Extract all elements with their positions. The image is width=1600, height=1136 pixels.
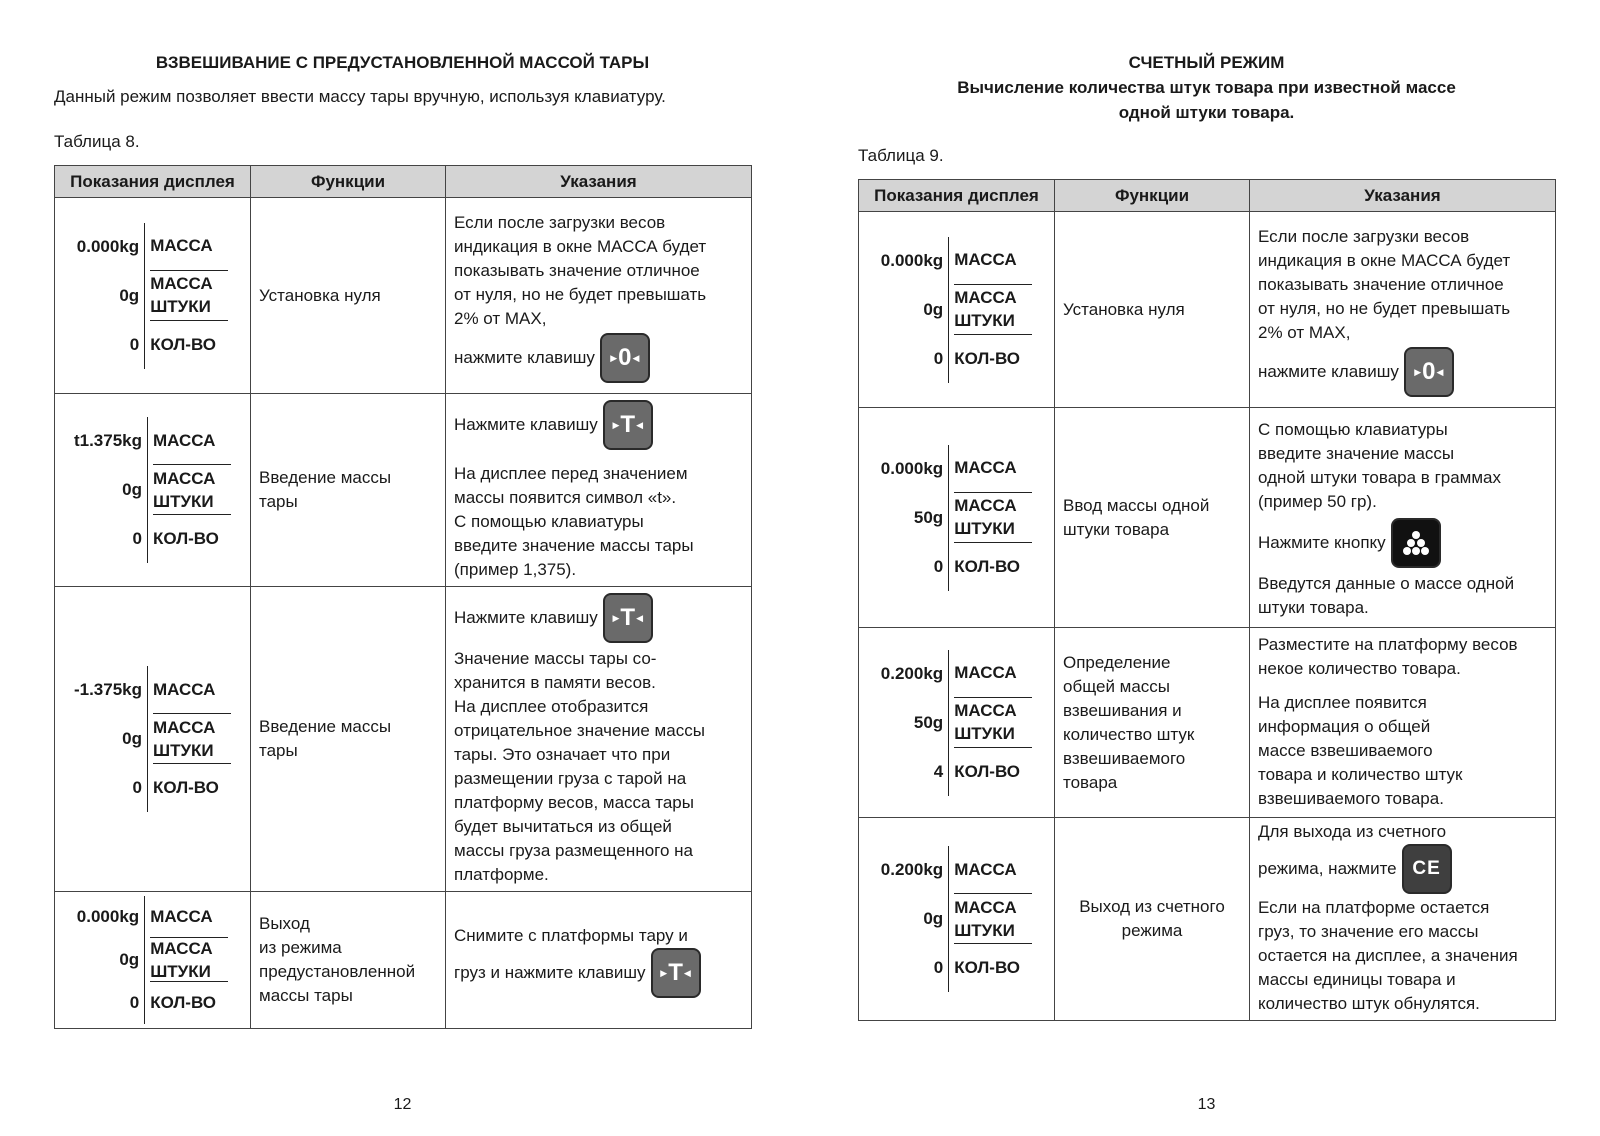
display-unit-value: 50g — [913, 507, 944, 527]
table-row — [859, 628, 1556, 818]
instructions-cell: Для выхода из счетного режима, нажмите CE Если на платформе остается груз, то значение его массы остается на дисплее, а значения массы единицы товара и количество штук обнулятся. — [1250, 818, 1556, 1021]
table-row — [859, 212, 1556, 408]
table-header-row — [55, 166, 752, 198]
display-count-label: КОЛ-ВО — [153, 778, 219, 797]
table-row — [55, 198, 752, 394]
header-display: Показания дисплея — [859, 180, 1055, 212]
header-functions: Функции — [1055, 180, 1250, 212]
display-mass-label: МАССА — [954, 237, 1032, 285]
display-unit-label: МАССА ШТУКИ — [150, 938, 228, 982]
table-row — [859, 408, 1556, 628]
display-mass-value: 0.000kg — [880, 458, 944, 478]
display-mass-label: МАССА — [153, 666, 231, 714]
table-header-row — [859, 180, 1556, 212]
header-display: Показания дисплея — [55, 166, 251, 198]
display-unit-value: 0g — [119, 950, 140, 969]
display-count-value: 4 — [933, 761, 944, 781]
function-cell: Ввод массы одной штуки товара — [1055, 408, 1250, 628]
section-title: ВЗВЕШИВАНИЕ С ПРЕДУСТАНОВЛЕННОЙ МАССОЙ ТАРЫ — [155, 53, 650, 72]
display-count-value: 0 — [132, 778, 143, 797]
display-count-label: КОЛ-ВО — [954, 348, 1021, 368]
count-key-icon — [1391, 518, 1441, 568]
function-cell: Установка нуля — [251, 198, 446, 394]
page-number: 13 — [1197, 1096, 1216, 1113]
display-count-value: 0 — [933, 958, 944, 977]
display-unit-value: 0g — [119, 285, 140, 305]
display-readout — [55, 892, 251, 1029]
header-instructions: Указания — [1250, 180, 1556, 212]
display-mass-label: МАССА — [150, 223, 228, 271]
display-count-value: 0 — [933, 556, 944, 576]
display-readout — [859, 818, 1055, 1021]
ce-key-icon: CE — [1402, 844, 1452, 894]
function-cell: Введение массы тары — [251, 587, 446, 892]
table-row — [55, 892, 752, 1029]
table-9 — [858, 179, 1556, 1021]
display-unit-label: МАССА ШТУКИ — [954, 894, 1032, 944]
zero-key-icon: ▶ 0 ◀ — [1404, 347, 1454, 397]
table-row — [55, 587, 752, 892]
display-unit-value: 50g — [913, 712, 944, 732]
table-row — [859, 818, 1556, 1021]
instructions-cell: Снимите с платформы тару и груз и нажмите клавишу ▶ T ◀ — [446, 892, 752, 1029]
display-unit-label: МАССА ШТУКИ — [153, 465, 231, 515]
display-count-label: КОЛ-ВО — [954, 958, 1021, 977]
header-functions: Функции — [251, 166, 446, 198]
tare-key-icon: ▶ T ◀ — [603, 400, 653, 450]
instructions-cell: Если после загрузки весов индикация в окне МАССА будет показывать значение отличное от нуля, но не будет превышать 2% от MAX, нажмите клавишу ▶ 0 ◀ — [446, 198, 752, 394]
display-mass-label: МАССА — [954, 846, 1032, 894]
display-count-value: 0 — [132, 529, 143, 548]
instructions-cell: Нажмите клавишу ▶ T ◀ Значение массы тары со- хранится в памяти весов. На дисплее отобразится отрицательное значение массы тары. Это означает что при размещении груза с тарой на платформу весов, масса тары будет вычитаться из общей массы груза размещенного на платформе. — [446, 587, 752, 892]
display-unit-value: 0g — [923, 909, 944, 928]
header-instructions: Указания — [446, 166, 752, 198]
display-count-label: КОЛ-ВО — [150, 993, 217, 1012]
display-count-label: КОЛ-ВО — [954, 761, 1021, 781]
tare-key-icon: ▶ T ◀ — [651, 948, 701, 998]
display-count-label: КОЛ-ВО — [954, 556, 1021, 576]
display-count-label: КОЛ-ВО — [150, 334, 217, 354]
display-unit-value: 0g — [122, 729, 143, 748]
display-mass-value: 0.000kg — [880, 250, 944, 270]
display-count-value: 0 — [129, 993, 140, 1012]
display-readout — [859, 408, 1055, 628]
zero-key-icon: ▶ 0 ◀ — [600, 333, 650, 383]
table-caption: Таблица 8. — [54, 132, 140, 151]
function-cell: Установка нуля — [1055, 212, 1250, 408]
display-unit-label: МАССА ШТУКИ — [954, 698, 1032, 748]
page-12 — [54, 0, 751, 1136]
display-readout — [55, 394, 251, 587]
display-mass-value: t1.375kg — [73, 431, 143, 450]
display-unit-label: МАССА ШТУКИ — [150, 271, 228, 321]
display-readout — [55, 198, 251, 394]
display-count-value: 0 — [933, 348, 944, 368]
instructions-cell: Разместите на платформу весов некое количество товара. На дисплее появится информация о общей массе взвешиваемого товара и количество штук взвешиваемого товара. — [1250, 628, 1556, 818]
display-unit-value: 0g — [122, 480, 143, 499]
display-mass-label: МАССА — [954, 650, 1032, 698]
display-readout — [55, 587, 251, 892]
display-unit-label: МАССА ШТУКИ — [954, 285, 1032, 335]
table-8 — [54, 165, 752, 1029]
display-mass-value: -1.375kg — [73, 680, 143, 699]
function-cell: Выход из режима предустановленной массы тары — [251, 892, 446, 1029]
display-mass-value: 0.000kg — [76, 236, 140, 256]
page-number: 12 — [393, 1096, 412, 1113]
instructions-cell: С помощью клавиатуры введите значение массы одной штуки товара в граммах (пример 50 гр). Нажмите кнопку Введутся данные о массе одной штуки товара. — [1250, 408, 1556, 628]
display-mass-label: МАССА — [150, 896, 228, 938]
table-row — [55, 394, 752, 587]
intro-text: Данный режим позволяет ввести массу тары вручную, используя клавиатуру. — [54, 87, 666, 106]
display-mass-value: 0.000kg — [76, 907, 140, 926]
display-mass-label: МАССА — [954, 445, 1032, 493]
display-readout — [859, 212, 1055, 408]
function-cell: Выход из счетного режима — [1055, 818, 1250, 1021]
display-count-label: КОЛ-ВО — [153, 529, 219, 548]
display-unit-value: 0g — [923, 299, 944, 319]
display-unit-label: МАССА ШТУКИ — [954, 493, 1032, 543]
display-unit-label: МАССА ШТУКИ — [153, 714, 231, 764]
display-mass-value: 0.200kg — [880, 663, 944, 683]
table-caption: Таблица 9. — [858, 146, 944, 165]
instructions-cell: Нажмите клавишу ▶ T ◀ На дисплее перед значением массы появится символ «t». С помощью клавиатуры введите значение массы тары (пример 1,375). — [446, 394, 752, 587]
display-mass-label: МАССА — [153, 417, 231, 465]
tare-key-icon: ▶ T ◀ — [603, 593, 653, 643]
function-cell: Определение общей массы взвешивания и количество штук взвешиваемого товара — [1055, 628, 1250, 818]
display-mass-value: 0.200kg — [880, 860, 944, 879]
function-cell: Введение массы тары — [251, 394, 446, 587]
section-title: СЧЕТНЫЙ РЕЖИМ — [1128, 53, 1285, 72]
instructions-cell: Если после загрузки весов индикация в окне МАССА будет показывать значение отличное от нуля, но не будет превышать 2% от MAX, нажмите клавишу ▶ 0 ◀ — [1250, 212, 1556, 408]
page-13 — [858, 0, 1555, 1136]
display-readout — [859, 628, 1055, 818]
display-count-value: 0 — [129, 334, 140, 354]
section-subtitle: Вычисление количества штук товара при известной массе одной штуки товара. — [957, 78, 1456, 122]
